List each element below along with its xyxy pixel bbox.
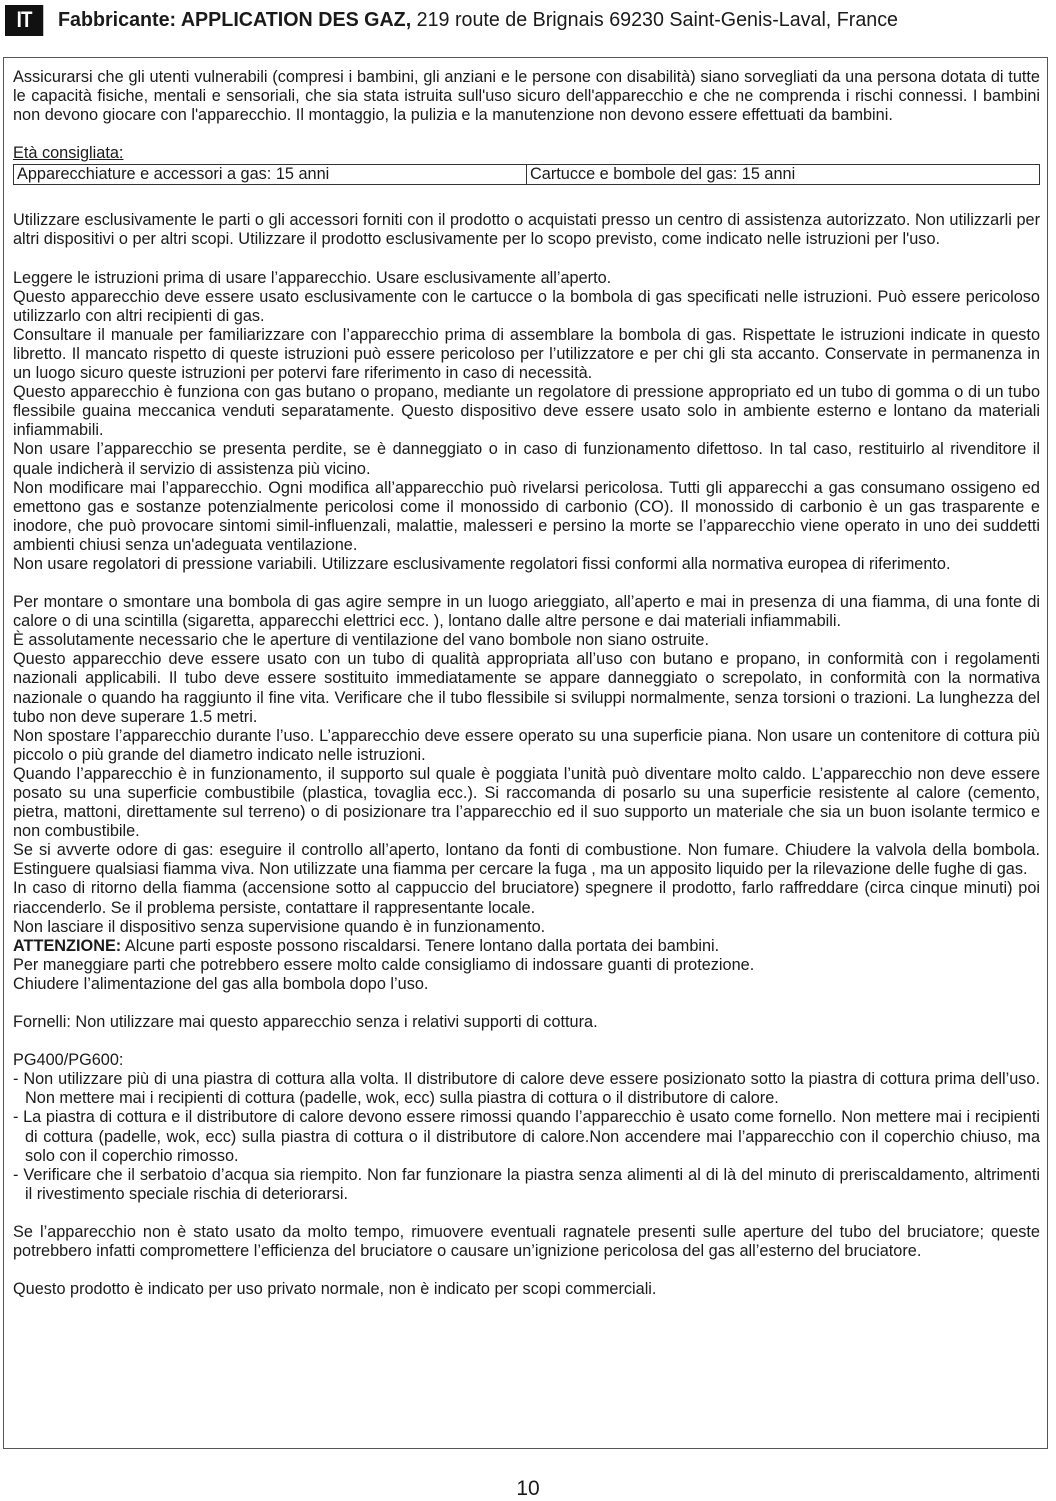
models-list-item: - La piastra di cottura e il distributore di calore devono essere rimossi quando l’apparecchio è usato come fornello. Non mettere mai i recipienti di cottura (padelle, wok, ecc) sulla piastra di cottura o il distributore di calore.Non accendere mai l’apparecchio con il coperchio chiuso, ma solo con il coperchio rimosso. — [13, 1108, 1040, 1165]
age-table — [13, 164, 1040, 185]
usage-note: Questo prodotto è indicato per uso privato normale, non è indicato per scopi commerciali. — [13, 1280, 657, 1299]
warning-label: ATTENZIONE: — [13, 936, 122, 955]
paragraph: Per maneggiare parti che potrebbero essere molto calde consigliamo di indossare guanti di protezione. — [13, 955, 755, 974]
paragraph: Per montare o smontare una bombola di gas agire sempre in un luogo arieggiato, all’aperto e mai in presenza di una fiamma, di una fonte di calore o di una scintilla (sigaretta, apparecchi elettrici ecc. ), lontano dalle altre persone e dai materiali infiammabili. — [13, 593, 1040, 631]
paragraph: Leggere le istruzioni prima di usare l’apparecchio. Usare esclusivamente all’aperto. — [13, 268, 612, 287]
paragraph: In caso di ritorno della fiamma (accensione sotto al cappuccio del bruciatore) spegnere il prodotto, farlo raffreddare (circa cinque minuti) poi riaccenderlo. Se il problema persiste, contattare il rappresentante locale. — [13, 879, 1040, 917]
paragraph: Questo apparecchio deve essere usato con un tubo di qualità appropriata all’uso con butano e propano, in conformità con i regolamenti nazionali applicabili. Il tubo deve essere sostituito immediatamente se appare danneggiato o screpolato, in conformità con la normativa nazionale o quando ha raggiunto il fine vita. Verificare che il tubo flessibile si sviluppi normalmente, senza torsioni o trazioni. La lunghezza del tubo non deve superare 1.5 metri. — [13, 650, 1040, 726]
age-cell-cartridges: Cartucce e bombole del gas: 15 anni — [527, 165, 1040, 185]
paragraph: Non usare regolatori di pressione variabili. Utilizzare esclusivamente regolatori fissi conformi alla normativa europea di riferimento. — [13, 554, 951, 573]
manufacturer-info — [58, 8, 898, 32]
models-list-item: - Non utilizzare più di una piastra di cottura alla volta. Il distributore di calore deve essere posizionato sotto la piastra di cottura prima dell’uso. Non mettere mai i recipienti di cottura (padelle, wok, ecc) sulla piastra di cottura o il distributore di calore. — [13, 1070, 1040, 1108]
stoves-note: Fornelli: Non utilizzare mai questo apparecchio senza i relativi supporti di cottura. — [13, 1013, 598, 1032]
paragraph: Questo apparecchio deve essere usato esclusivamente con le cartucce o la bombola di gas specificati nelle istruzioni. Può essere pericoloso utilizzarlo con altri recipienti di gas. — [13, 287, 1040, 325]
paragraph: Non modificare mai l’apparecchio. Ogni modifica all’apparecchio può rivelarsi pericolosa. Tutti gli apparecchi a gas consumano ossigeno ed emettono gas e sostanze potenzialmente pericolosi come il monossido di carbonio (CO). Il monossido di carbonio è un gas trasparente e inodore, che può provocare sintomi simil-influenzali, malattie, malesseri e persino la morte se l’apparecchio viene operato in uno dei suddetti ambienti chiusi senza un'adeguata ventilazione. — [13, 478, 1040, 554]
paragraph: Consultare il manuale per familiarizzare con l’apparecchio prima di assemblare la bombola di gas. Rispettate le istruzioni indicate in questo libretto. Il mancato rispetto di queste istruzioni può essere pericoloso per l’utilizzatore e per chi gli sta accanto. Conservate in permanenza in un luogo sicuro queste istruzioni per potervi fare riferimento in caso di necessità. — [13, 325, 1040, 383]
page-number: 10 — [516, 1477, 540, 1500]
cobweb-note: Se l’apparecchio non è stato usato da molto tempo, rimuovere eventuali ragnatele presenti sulle aperture del tubo del bruciatore; queste potrebbero infatti compromettere l’efficienza del bruciatore o causare un’ignizione pericolosa del gas all’esterno del bruciatore. — [13, 1222, 1040, 1260]
page-header — [5, 4, 933, 36]
language-badge: IT — [5, 5, 43, 36]
table-row — [14, 165, 1040, 185]
paragraph: Quando l’apparecchio è in funzionamento, il supporto sul quale è poggiata l’unità può diventare molto caldo. L’apparecchio non deve essere posato su una superficie combustibile (plastica, tovaglia ecc.). Si raccomanda di posarlo su una superficie resistente al calore (cemento, pietra, mattoni, direttamente sul terreno) o di posizionare tra l’apparecchio ed il suo supporto un materiale che sia un buon isolante termico e non combustibile. — [13, 764, 1040, 841]
warning-text: Alcune parti esposte possono riscaldarsi. Tenere lontano dalla portata dei bambini. — [121, 936, 720, 955]
manufacturer-label: Fabbricante: APPLICATION DES GAZ, — [58, 8, 412, 31]
age-title: Età consigliata: — [13, 144, 124, 163]
paragraph: Non lasciare il dispositivo senza supervisione quando è in funzionamento. — [13, 917, 546, 936]
paragraph: Se si avverte odore di gas: eseguire il controllo all’aperto, lontano da fonti di combustione. Non fumare. Chiudere la valvola della bombola. Estinguere qualsiasi fiamma viva. Non utilizzate una fiamma per cercare la fuga , ma un apposito liquido per la rilevazione delle fughe di gas. — [13, 841, 1040, 879]
paragraph: Chiudere l’alimentazione del gas alla bombola dopo l’uso. — [13, 974, 429, 993]
paragraph: Non spostare l’apparecchio durante l’uso. L’apparecchio deve essere operato su una superficie piana. Non usare un contenitore di cottura più piccolo o più grande del diametro indicato nelle istruzioni. — [13, 726, 1040, 764]
manufacturer-address: 219 route de Brignais 69230 Saint-Genis-Laval, France — [411, 8, 898, 31]
models-list-item: - Verificare che il serbatoio d’acqua sia riempito. Non far funzionare la piastra senza alimenti al di là del minuto di preriscaldamento, altrimenti il rivestimento speciale rischia di deteriorarsi. — [13, 1165, 1040, 1203]
models-title: PG400/PG600: — [13, 1051, 124, 1070]
paragraph: Questo apparecchio è funziona con gas butano o propano, mediante un regolatore di pressione appropriato ed un tubo di gomma o di un tubo flessibile guaina meccanica venduti separatamente. Questo dispositivo deve essere usato solo in ambiente esterno e lontano da materiali infiammabili. — [13, 383, 1040, 440]
safety-content — [13, 68, 1040, 1299]
paragraph: È assolutamente necessario che le aperture di ventilazione del vano bombole non siano ostruite. — [13, 631, 709, 650]
accessories-paragraph: Utilizzare esclusivamente le parti o gli accessori forniti con il prodotto o acquistati presso un centro di assistenza autorizzato. Non utilizzarli per altri dispositivi o per altri scopi. Utilizzare il prodotto esclusivamente per lo scopo previsto, come indicato nelle istruzioni per l'uso. — [13, 211, 1040, 249]
age-cell-appliances: Apparecchiature e accessori a gas: 15 anni — [14, 165, 527, 185]
warning-paragraph — [13, 937, 1040, 956]
intro-paragraph: Assicurarsi che gli utenti vulnerabili (compresi i bambini, gli anziani e le persone con disabilità) siano sorvegliati da una persona dotata di tutte le capacità fisiche, mentali e sensoriali, che sia stata istruita sull'uso sicuro dell'apparecchio e che ne comprenda i rischi connessi. I bambini non devono giocare con l'apparecchio. Il montaggio, la pulizia e la manutenzione non devono essere effettuati da bambini. — [13, 68, 1040, 125]
paragraph: Non usare l’apparecchio se presenta perdite, se è danneggiato o in caso di funzionamento difettoso. In tal caso, restituirlo al rivenditore il quale indicherà il servizio di assistenza più vicino. — [13, 440, 1040, 478]
